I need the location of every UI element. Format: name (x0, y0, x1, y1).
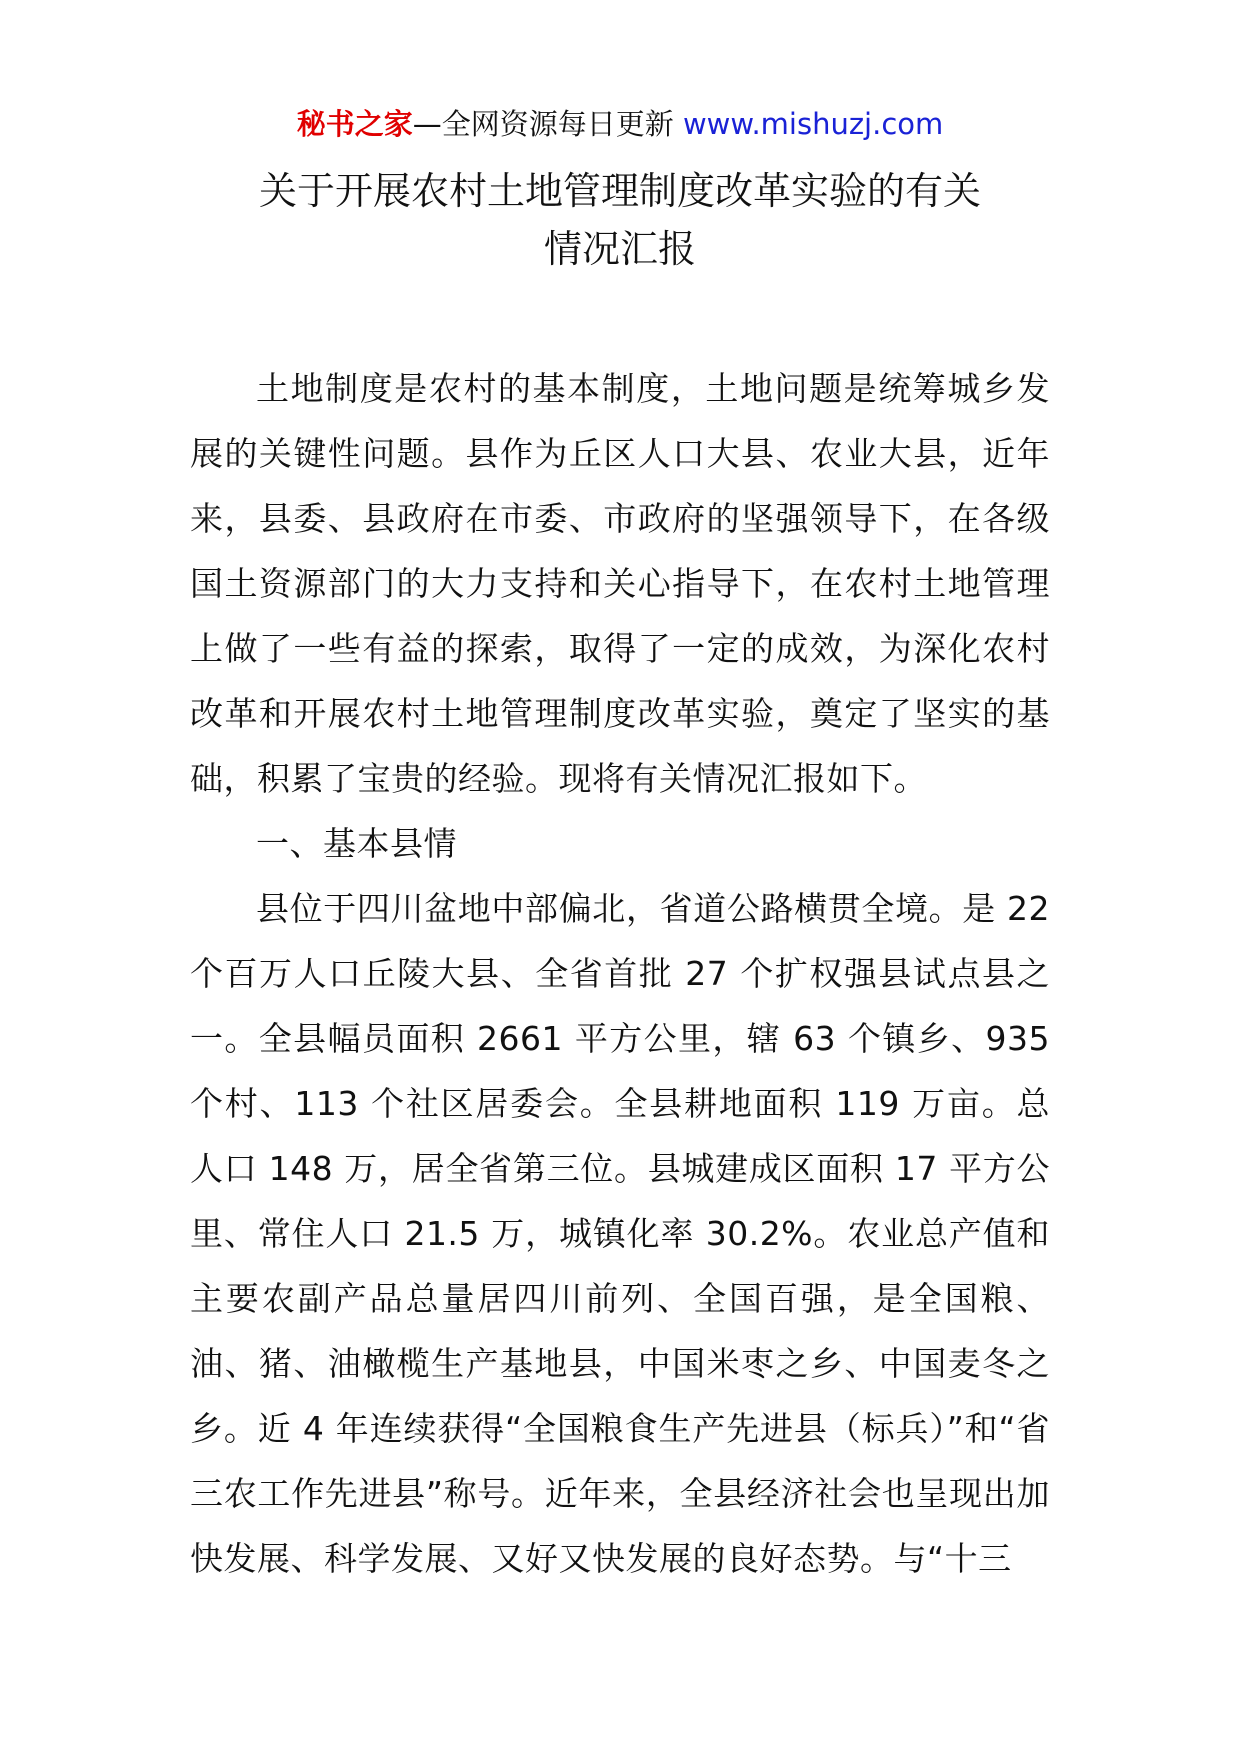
document-body (190, 356, 1050, 1591)
title-line-2: 情况汇报 (543, 227, 696, 271)
title-line-1: 关于开展农村土地管理制度改革实验的有关 (258, 169, 981, 213)
county-info-paragraph: 县位于四川盆地中部偏北，省道公路横贯全境。是 22 个百万人口丘陵大县、全省首批 27 个扩权强县试点县之一。全县幅员面积 2661 平方公里，辖 63 个镇乡、935 个村、113 个社区居委会。全县耕地面积 119 万亩。总人口 148 万，居全省第三位。县城建成区面积 17 平方公里、常住人口 21.5 万，城镇化率 30.2%。农业总产值和主要农副产品总量居四川前列、全国百强，是全国粮、油、猪、油橄榄生产基地县，中国米枣之乡、中国麦冬之乡。近 4 年连续获得“全国粮食生产先进县（标兵）”和“省三农工作先进县”称号。近年来，全县经济社会也呈现出加快发展、科学发展、又好又快发展的良好态势。与“十三 (190, 889, 1050, 1578)
document-title (0, 162, 1240, 278)
site-slogan: —全网资源每日更新 (412, 107, 683, 141)
site-url-link[interactable]: www.mishuzj.com (682, 107, 944, 141)
site-header (0, 104, 1240, 144)
brand-name: 秘书之家 (296, 107, 413, 141)
section-heading: 一、基本县情 (256, 824, 457, 863)
intro-paragraph: 土地制度是农村的基本制度，土地问题是统筹城乡发展的关键性问题。县作为丘区人口大县、农业大县，近年来，县委、县政府在市委、市政府的坚强领导下，在各级国土资源部门的大力支持和关心指导下，在农村土地管理上做了一些有益的探索，取得了一定的成效，为深化农村改革和开展农村土地管理制度改革实验，奠定了坚实的基础，积累了宝贵的经验。现将有关情况汇报如下。 (190, 369, 1050, 798)
